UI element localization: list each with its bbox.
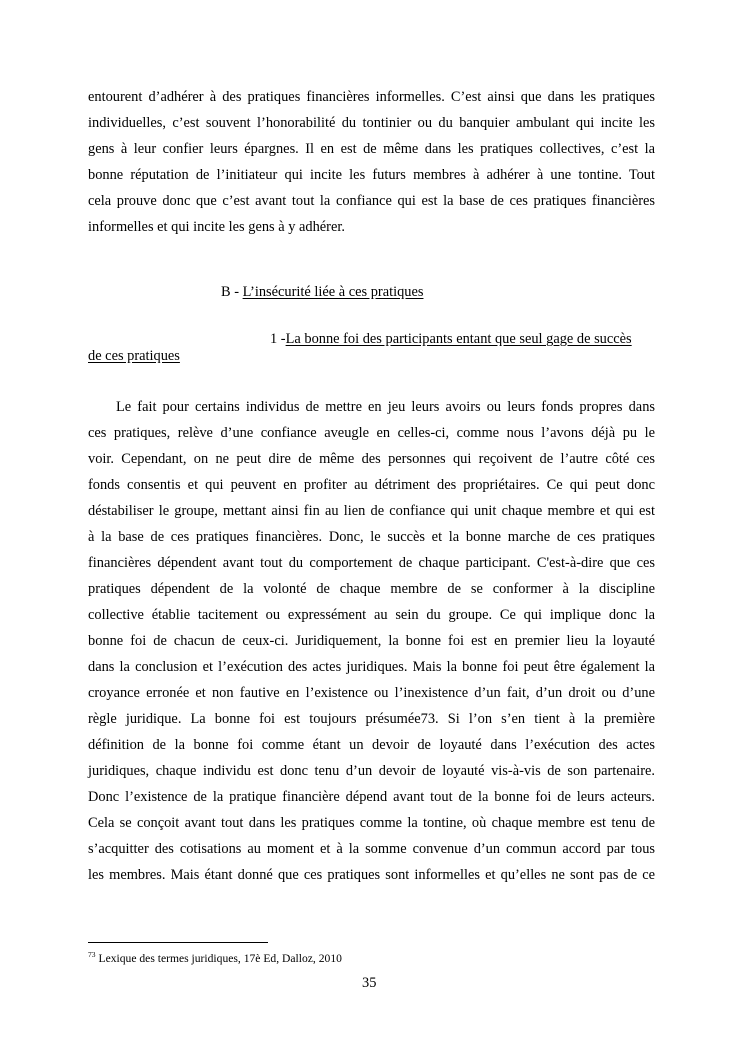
paragraph-line: les membres. Mais étant donné que ces pratiques sont informelles et qu’elles ne sont pas de ce <box>88 867 655 883</box>
paragraph-line: règle juridique. La bonne foi est toujours présumée73. Si l’on s’en tient à la première <box>88 711 655 727</box>
paragraph-line: déstabiliser le groupe, mettant ainsi fin au lien de confiance qui unit chaque membre et qui est <box>88 503 655 519</box>
paragraph-line: financières dépendent avant tout du comportement de chaque participant. C'est-à-dire que ces <box>88 555 655 571</box>
paragraph-line: à la base de ces pratiques financières. Donc, le succès et la bonne marche de ces pratiques <box>88 529 655 545</box>
paragraph-line: s’acquitter des cotisations au moment et à la somme convenue d’un commun accord par tous <box>88 841 655 857</box>
paragraph-line: entourent d’adhérer à des pratiques financières informelles. C’est ainsi que dans les pratiques <box>88 89 655 105</box>
page-number: 35 <box>362 975 377 991</box>
paragraph-line: gens à leur confier leurs épargnes. Il en est de même dans les pratiques collectives, c’est la <box>88 141 655 157</box>
paragraph-line: Cela se conçoit avant tout dans les pratiques comme la tontine, où chaque membre est tenu de <box>88 815 655 831</box>
footnote-text: Lexique des termes juridiques, 17è Ed, Dalloz, 2010 <box>98 952 342 965</box>
section-heading-title: L’insécurité liée à ces pratiques <box>242 284 424 300</box>
paragraph-line: dans la conclusion et l’exécution des actes juridiques. Mais la bonne foi peut être également la <box>88 659 655 675</box>
paragraph-line: pratiques dépendent de la volonté de chaque membre de se conformer à la discipline <box>88 581 655 597</box>
subsection-heading-prefix: 1 - <box>270 331 286 347</box>
paragraph-line: Donc l’existence de la pratique financière dépend avant tout de la bonne foi de leurs acteurs. <box>88 789 655 805</box>
paragraph-line: individuelles, c’est souvent l’honorabilité du tontinier ou du banquier ambulant qui incite les <box>88 115 655 131</box>
footnote-marker: 73 <box>88 950 96 959</box>
subsection-heading-title: La bonne foi des participants entant que seul gage de succès <box>285 331 632 347</box>
footnote <box>88 948 342 966</box>
subsection-heading-title-continued: de ces pratiques <box>88 348 180 364</box>
paragraph-line: cela prouve donc que c’est avant tout la confiance qui est la base de ces pratiques financières <box>88 193 655 209</box>
section-heading-prefix: B - <box>221 284 243 300</box>
paragraph-line: informelles et qui incite les gens à y adhérer. <box>88 219 345 235</box>
paragraph-line: croyance erronée et non fautive en l’existence ou l’inexistence d’un fait, d’un droit ou d’une <box>88 685 655 701</box>
paragraph-line: voir. Cependant, on ne peut dire de même des personnes qui reçoivent de l’autre côté ces <box>88 451 655 467</box>
paragraph-line: bonne foi de chacun de ceux-ci. Juridiquement, la bonne foi est en premier lieu la loyauté <box>88 633 655 649</box>
paragraph-line: collective établie tacitement ou expressément au sein du groupe. Ce qui implique donc la <box>88 607 655 623</box>
paragraph-line: définition de la bonne foi comme étant un devoir de loyauté dans l’exécution des actes <box>88 737 655 753</box>
paragraph-line: bonne réputation de l’initiateur qui incite les futurs membres à adhérer à une tontine. Tout <box>88 167 655 183</box>
section-heading <box>221 283 423 301</box>
paragraph-line: Le fait pour certains individus de mettre en jeu leurs avoirs ou leurs fonds propres dans <box>116 399 655 415</box>
paragraph-line: fonds consentis et qui peuvent en profiter au détriment des propriétaires. Ce qui peut donc <box>88 477 655 493</box>
subsection-heading <box>270 330 632 348</box>
paragraph-line: ces pratiques, relève d’une confiance aveugle en celles-ci, comme nous l’avons déjà pu le <box>88 425 655 441</box>
paragraph-line: juridiques, chaque individu est donc tenu d’un devoir de loyauté vis-à-vis de son partenaire. <box>88 763 655 779</box>
footnote-separator <box>88 942 268 943</box>
subsection-heading-continuation <box>88 347 180 365</box>
